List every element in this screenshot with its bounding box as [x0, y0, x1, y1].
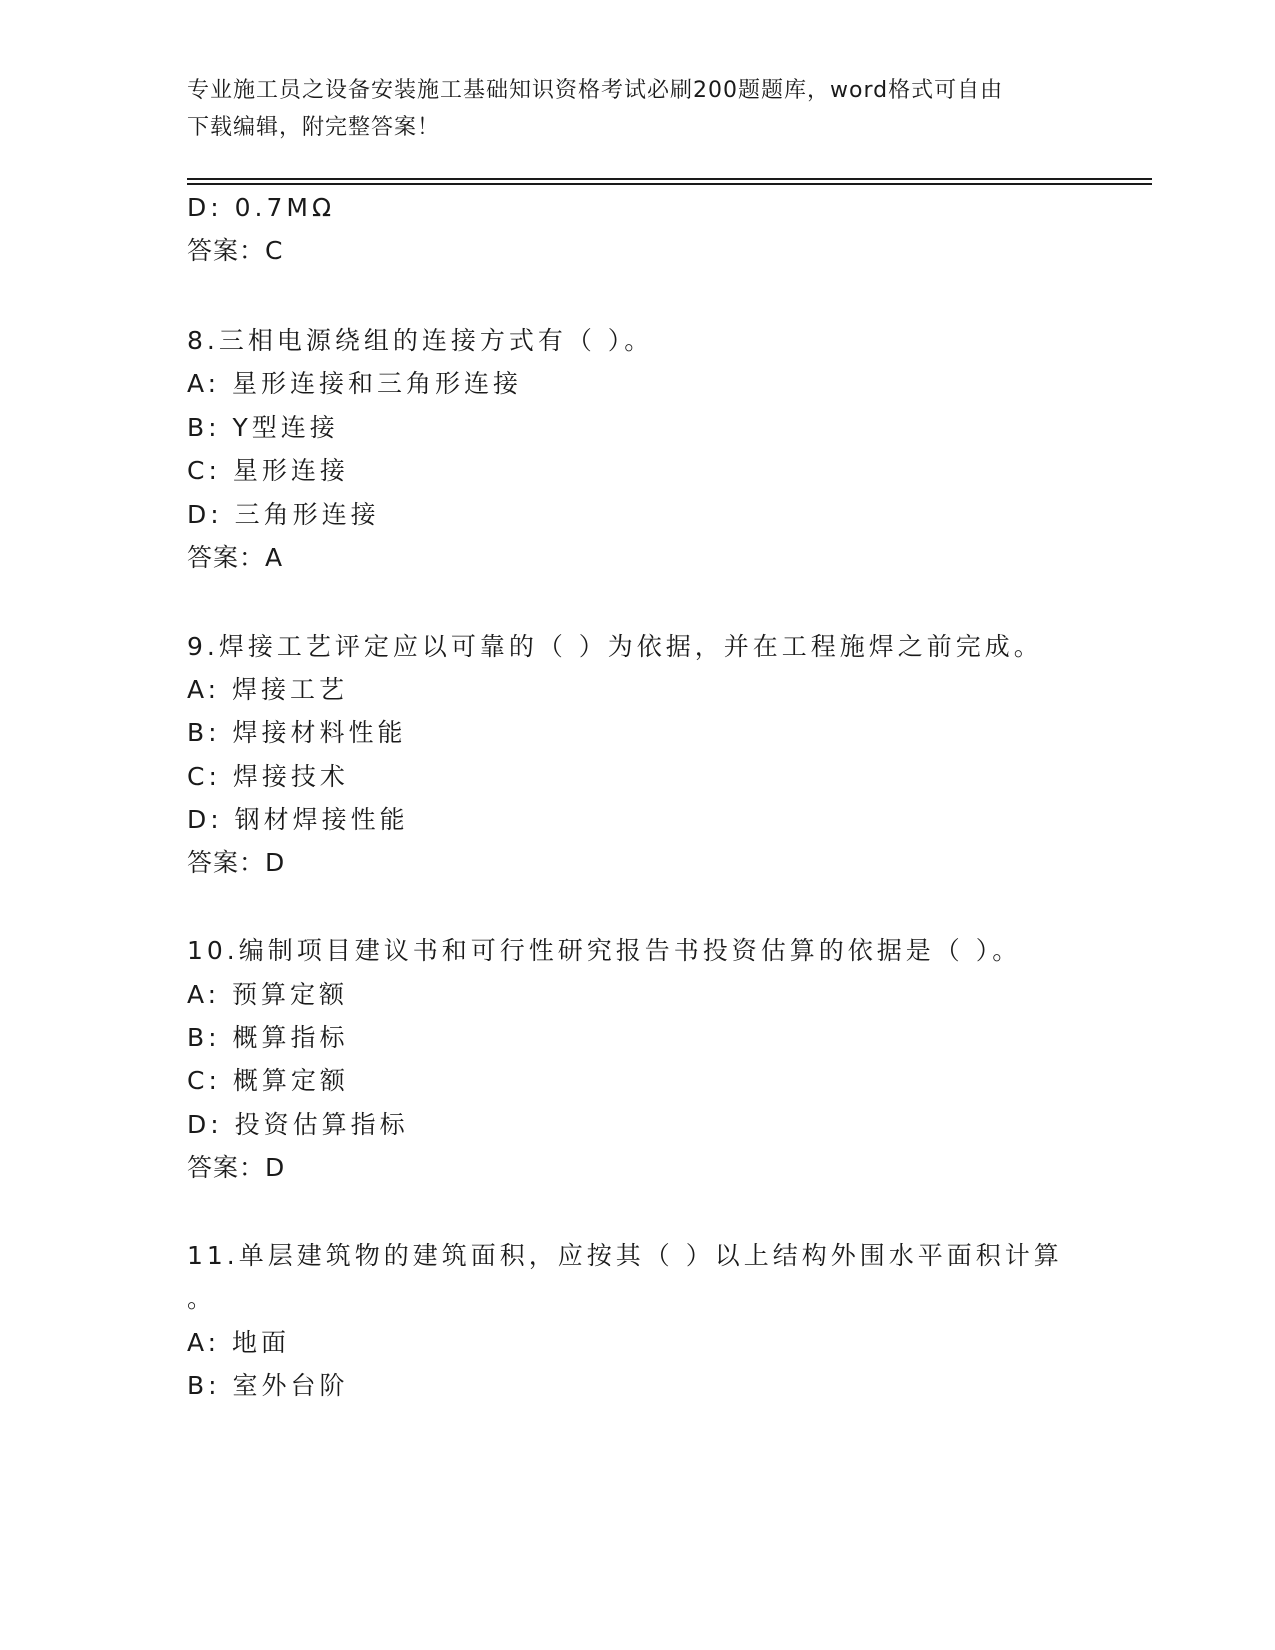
question-8-answer: 答案：A: [187, 543, 284, 572]
document-header: [187, 72, 1087, 146]
question-8-stem: 8.三相电源绕组的连接方式有（ ）。: [187, 326, 654, 355]
question-8-option-b: B: Y型连接: [187, 413, 339, 442]
question-8-option-c: C: 星形连接: [187, 456, 349, 485]
question-9-answer: 答案：D: [187, 848, 286, 877]
question-10-option-d: D: 投资估算指标: [187, 1110, 409, 1139]
question-10-stem: 10.编制项目建议书和可行性研究报告书投资估算的依据是（ ）。: [187, 936, 1022, 965]
question-10-answer: 答案：D: [187, 1153, 286, 1182]
question-10-option-c: C: 概算定额: [187, 1066, 349, 1095]
header-divider-bottom: [187, 183, 1152, 185]
question-9-option-d: D: 钢材焊接性能: [187, 805, 409, 834]
question-11-stem: 11.单层建筑物的建筑面积，应按其（ ）以上结构外围水平面积计算: [187, 1241, 1063, 1270]
question-8-option-d: D: 三角形连接: [187, 500, 380, 529]
question-11-stem-continued: 。: [187, 1284, 217, 1313]
question-10-option-a: A: 预算定额: [187, 980, 349, 1009]
prev-option-d: D: 0.7MΩ: [187, 193, 336, 222]
question-9-option-b: B: 焊接材料性能: [187, 718, 407, 747]
question-10-option-b: B: 概算指标: [187, 1023, 349, 1052]
prev-answer: 答案：C: [187, 236, 284, 265]
header-divider-top: [187, 178, 1152, 180]
header-line-2: 下载编辑，附完整答案！: [187, 115, 441, 140]
question-9-stem: 9.焊接工艺评定应以可靠的（ ）为依据，并在工程施焊之前完成。: [187, 632, 1043, 661]
question-11-option-b: B: 室外台阶: [187, 1371, 349, 1400]
question-9-option-c: C: 焊接技术: [187, 762, 349, 791]
header-line-1: 专业施工员之设备安装施工基础知识资格考试必刷200题题库，word格式可自由: [187, 78, 1004, 103]
question-8-option-a: A: 星形连接和三角形连接: [187, 369, 523, 398]
question-9-option-a: A: 焊接工艺: [187, 675, 349, 704]
question-11-option-a: A: 地面: [187, 1328, 291, 1357]
